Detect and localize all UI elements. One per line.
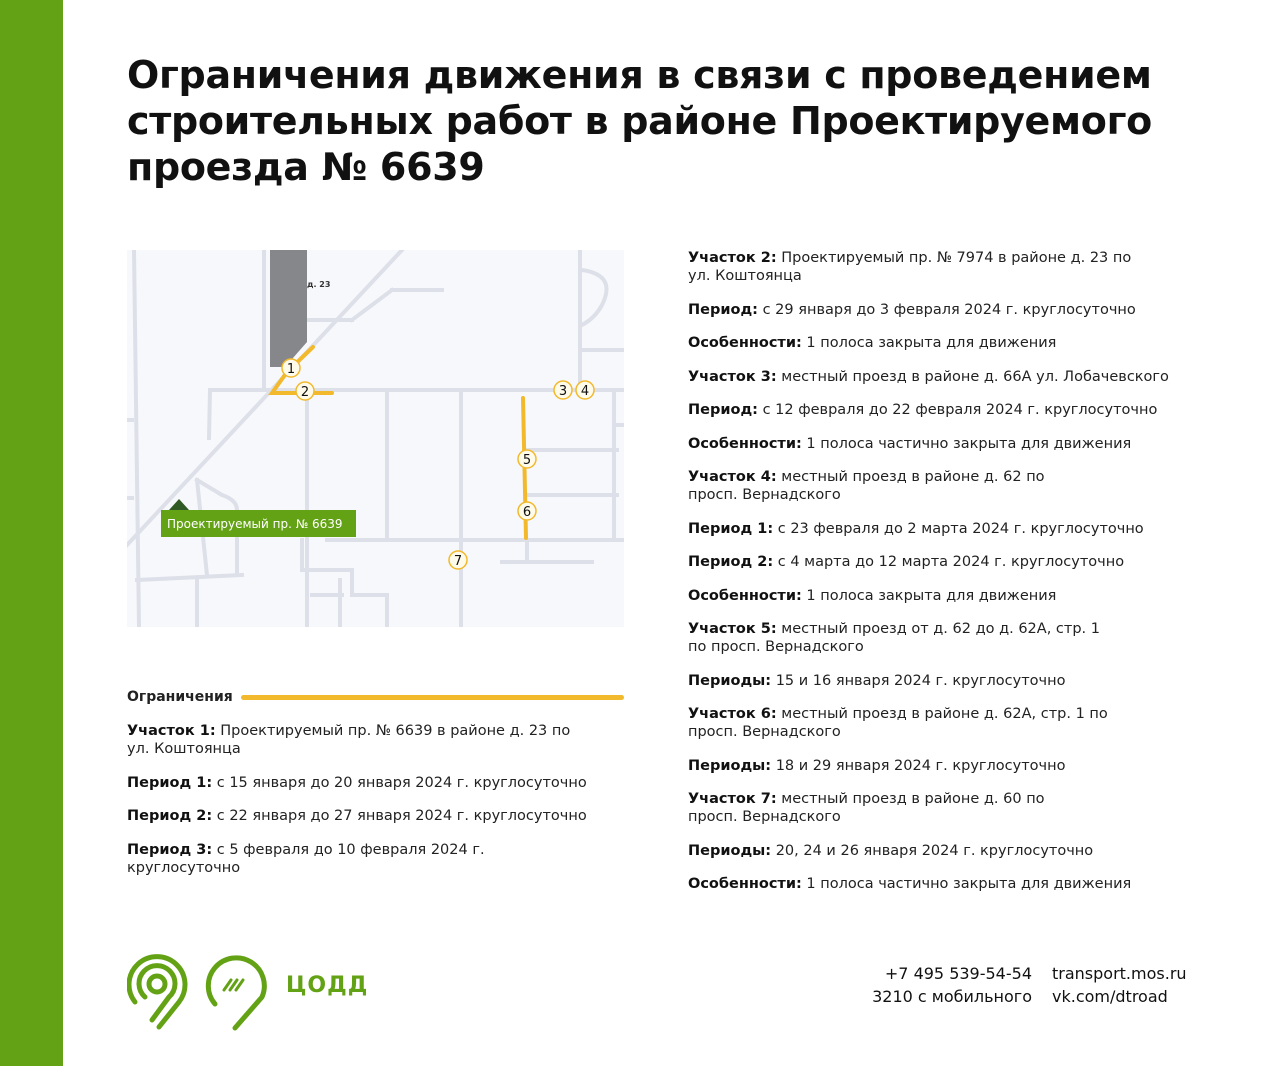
moscow-transport-logo-icon — [127, 952, 277, 1032]
location-label: Проектируемый пр. № 6639 — [167, 517, 343, 531]
marker-7 — [449, 551, 467, 569]
website-link[interactable]: transport.mos.ru — [1052, 964, 1187, 983]
svg-text:7: 7 — [453, 554, 463, 569]
page-title: Ограничения движения в связи с проведением строительных работ в районе Проектируемого проезда № 6639 — [127, 53, 1152, 189]
map — [127, 250, 624, 627]
svg-text:4: 4 — [580, 384, 590, 399]
svg-text:2: 2 — [300, 385, 310, 400]
entry: Участок 4: местный проезд в районе д. 62 по просп. Вернадского — [688, 469, 1045, 503]
entry: Участок 5: местный проезд от д. 62 до д. 62А, стр. 1 по просп. Вернадского — [688, 621, 1100, 655]
marker-1 — [282, 359, 300, 377]
entry: Участок 7: местный проезд в районе д. 60 по просп. Вернадского — [688, 791, 1045, 825]
legend-restriction-line — [241, 695, 624, 700]
entry: Период: с 29 января до 3 февраля 2024 г. круглосуточно — [688, 301, 1136, 318]
entry: Участок 2: Проектируемый пр. № 7974 в районе д. 23 по ул. Коштоянца — [688, 250, 1132, 284]
entry: Период 2: с 22 января до 27 января 2024 г. круглосуточно — [127, 808, 587, 824]
entry: Период: с 12 февраля до 22 февраля 2024 г. круглосуточно — [688, 402, 1158, 418]
building-23 — [270, 250, 307, 367]
entry: Периоды: 20, 24 и 26 января 2024 г. круглосуточно — [688, 842, 1094, 859]
entry: Период 3: с 5 февраля до 10 февраля 2024 г. круглосуточно — [127, 841, 485, 876]
mobile-short-number: 3210 с мобильного — [872, 987, 1032, 1006]
entry: Период 1: с 15 января до 20 января 2024 г. круглосуточно — [127, 774, 587, 791]
svg-text:5: 5 — [522, 453, 532, 468]
contact-phones — [866, 962, 1032, 1008]
legend-label: Ограничения — [127, 689, 233, 705]
restrictions-right-column — [688, 249, 1188, 909]
entry: Период 1: с 23 февраля до 2 марта 2024 г. круглосуточно — [688, 520, 1144, 537]
marker-6 — [518, 502, 536, 520]
building-label: д. 23 — [307, 280, 331, 289]
entry: Особенности: 1 полоса частично закрыта для движения — [688, 435, 1132, 452]
phone-number[interactable]: +7 495 539-54-54 — [884, 964, 1032, 983]
entry: Особенности: 1 полоса закрыта для движения — [688, 587, 1057, 604]
svg-text:1: 1 — [286, 362, 296, 377]
brand-side-bar — [0, 0, 63, 1066]
vk-link[interactable]: vk.com/dtroad — [1052, 987, 1168, 1006]
marker-3 — [554, 381, 572, 399]
marker-5 — [518, 450, 536, 468]
entry: Участок 3: местный проезд в районе д. 66А ул. Лобачевского — [688, 368, 1169, 385]
contact-links — [1052, 962, 1187, 1008]
entry: Участок 1: Проектируемый пр. № 6639 в районе д. 23 по ул. Коштоянца — [127, 723, 571, 757]
entry: Периоды: 15 и 16 января 2024 г. круглосуточно — [688, 672, 1066, 689]
entry: Периоды: 18 и 29 января 2024 г. круглосуточно — [688, 757, 1066, 774]
svg-text:3: 3 — [558, 384, 568, 399]
restrictions-left-column — [127, 722, 597, 892]
brand-name: ЦОДД — [286, 973, 369, 998]
marker-4 — [576, 381, 594, 399]
entry: Особенности: 1 полоса частично закрыта для движения — [688, 876, 1132, 892]
svg-text:6: 6 — [522, 505, 532, 520]
entry: Участок 6: местный проезд в районе д. 62А, стр. 1 по просп. Вернадского — [688, 706, 1108, 740]
marker-2 — [296, 382, 314, 400]
legend — [127, 689, 624, 705]
map-roads — [127, 250, 624, 627]
entry: Период 2: с 4 марта до 12 марта 2024 г. круглосуточно — [688, 554, 1125, 570]
footer-logos — [127, 952, 277, 1036]
entry: Особенности: 1 полоса закрыта для движения — [688, 335, 1057, 351]
location-pin-icon — [169, 499, 189, 510]
